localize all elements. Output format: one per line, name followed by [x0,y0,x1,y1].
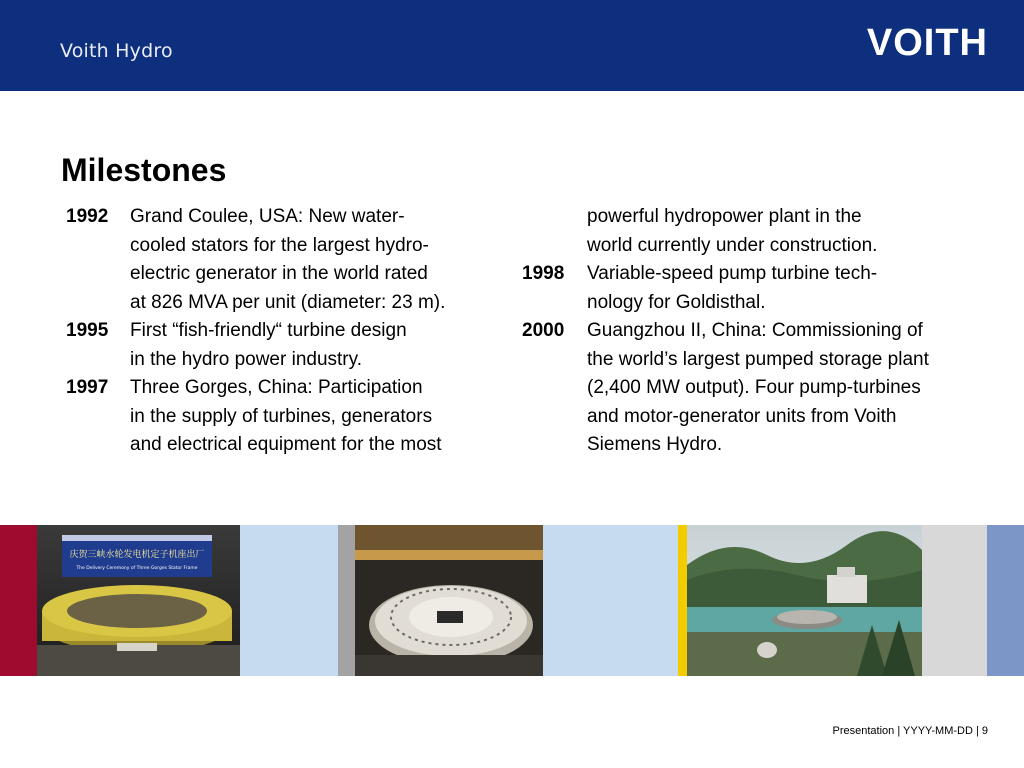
milestone-entry [66,203,506,317]
photo-generator-hall-graphic [355,525,543,676]
milestone-text [130,374,506,460]
color-strip-yellow [678,525,687,676]
svg-text:The Delivery Ceremony of Three: The Delivery Ceremony of Three Gorges Stator Frame [76,566,198,571]
milestone-year: 1992 [66,206,109,227]
footer-text: Presentation | YYYY-MM-DD | 9 [832,725,988,737]
color-strip-gray [338,525,355,676]
voith-logo: VOITH [866,22,988,64]
brand-name: Voith Hydro [60,40,173,62]
milestone-entry [522,260,992,317]
milestone-entry [522,203,992,260]
milestone-year [522,203,587,260]
milestone-entry [522,317,992,460]
milestone-line: cooled stators for the largest hydro- [130,234,429,256]
milestone-line: the world’s largest pumped storage plant [587,348,929,370]
milestone-entry [66,317,506,374]
milestone-line: Siemens Hydro. [587,434,723,455]
milestone-line: at 826 MVA per unit (diameter: 23 m). [130,291,446,313]
milestone-year: 2000 [522,320,565,341]
photo-pumped-storage-plant [687,525,922,676]
milestone-line: nology for Goldisthal. [587,291,766,313]
milestone-line: Guangzhou II, China: Commissioning of [587,320,923,341]
milestones-left-column [66,203,506,460]
milestone-year: 1998 [522,263,565,284]
milestone-year: 1995 [66,320,109,341]
svg-text:庆贺三峡水轮发电机定子机座出厂: 庆贺三峡水轮发电机定子机座出厂 [69,550,205,560]
milestone-line: First “fish-friendly“ turbine design [130,320,407,341]
milestone-year: 1997 [66,377,109,398]
photo-stator-ceremony-graphic [37,525,240,676]
header-bar [0,0,1024,91]
milestone-line: powerful hydropower plant in the [587,206,862,227]
color-strip-periwinkle [987,525,1024,676]
milestone-line: Three Gorges, China: Participation [130,377,423,398]
page-title: Milestones [61,152,227,188]
photo-generator-hall [355,525,543,676]
photo-stator-ceremony [37,525,240,676]
color-strip-light-gray [922,525,987,676]
milestone-line: and electrical equipment for the most [130,434,442,455]
milestone-line: and motor-generator units from Voith [587,405,897,427]
milestone-entry [66,374,506,460]
milestone-line: Grand Coulee, USA: New water- [130,206,405,227]
milestone-line: Variable-speed pump turbine tech- [587,263,878,284]
milestone-line: electric generator in the world rated [130,263,428,284]
milestone-text [587,203,992,260]
photo-pumped-storage-plant-graphic [687,525,922,676]
milestone-text [587,317,992,460]
milestone-line: world currently under construction. [587,234,878,256]
milestone-line: in the hydro power industry. [130,348,362,370]
milestone-line: in the supply of turbines, generators [130,405,433,427]
milestone-text [587,260,992,317]
color-strip-light-blue [240,525,338,676]
color-strip-light-blue-2 [543,525,678,676]
milestone-line: (2,400 MW output). Four pump-turbines [587,377,921,398]
color-strip-red [0,525,37,676]
milestone-text [130,317,506,374]
milestones-right-column [522,203,992,460]
milestone-text [130,203,506,317]
